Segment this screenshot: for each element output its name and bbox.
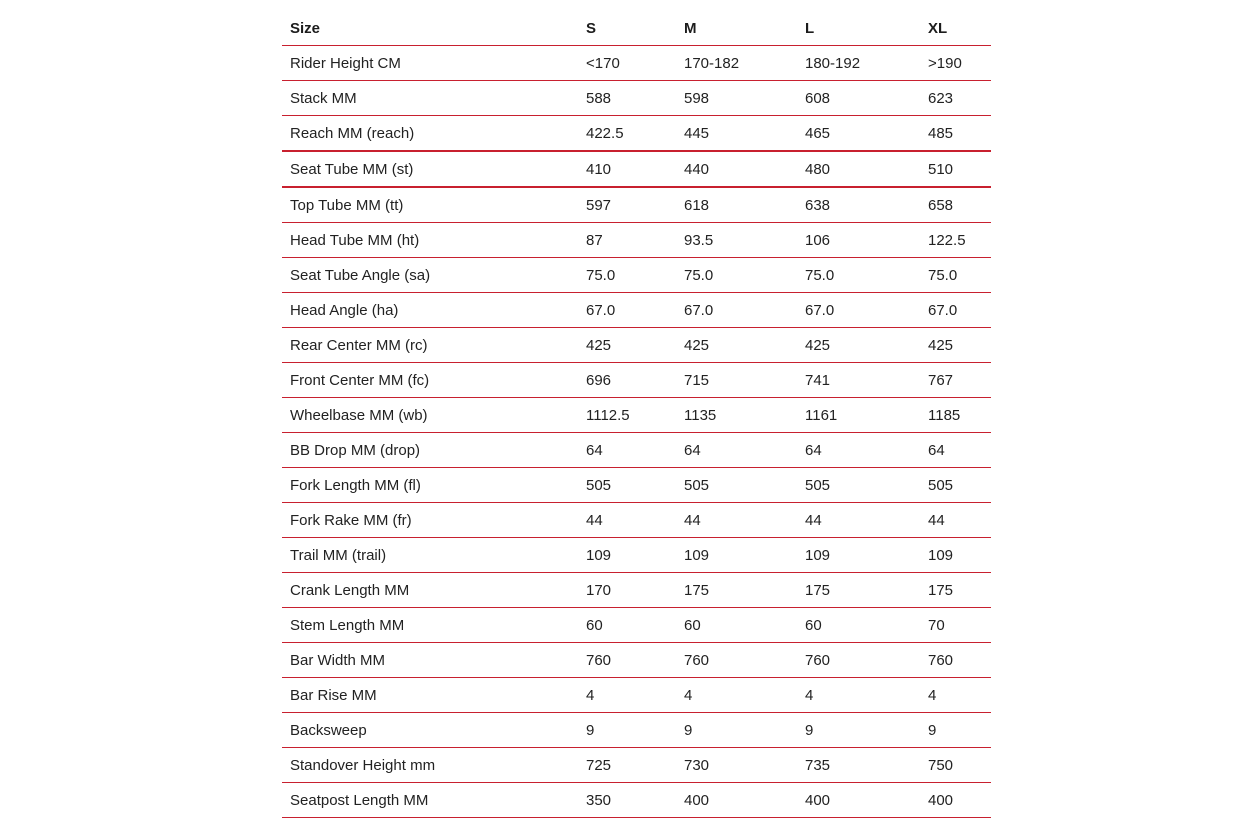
table-cell-m: 1135 [676,398,797,433]
header-cell-s: S [578,11,676,46]
table-row [282,643,991,678]
table-cell-label: Standover Height mm [282,748,578,783]
table-cell-m: 170-182 [676,46,797,81]
table-header [282,11,991,46]
table-row [282,363,991,398]
table-row [282,46,991,81]
table-row [282,116,991,152]
table-cell-l: 505 [797,468,920,503]
table-cell-s: 44 [578,503,676,538]
table-cell-label: Top Tube MM (tt) [282,187,578,223]
table-cell-label: Wheelbase MM (wb) [282,398,578,433]
table-cell-label: Rider Height CM [282,46,578,81]
header-row [282,11,991,46]
table-cell-xl: >190 [920,46,991,81]
table-cell-label: Seatpost Length MM [282,783,578,818]
table-cell-m: 67.0 [676,293,797,328]
table-cell-m: 445 [676,116,797,152]
table-cell-xl: 109 [920,538,991,573]
table-cell-xl: 425 [920,328,991,363]
table-cell-m: 715 [676,363,797,398]
table-cell-l: 180-192 [797,46,920,81]
table-cell-xl: 67.0 [920,293,991,328]
table-row [282,223,991,258]
table-cell-s: 725 [578,748,676,783]
table-cell-s: 4 [578,678,676,713]
table-cell-s: 505 [578,468,676,503]
table-cell-l: 60 [797,608,920,643]
table-row [282,328,991,363]
table-cell-l: 608 [797,81,920,116]
table-cell-l: 638 [797,187,920,223]
table-cell-label: Fork Length MM (fl) [282,468,578,503]
table-cell-s: 425 [578,328,676,363]
table-cell-l: 44 [797,503,920,538]
table-cell-m: 440 [676,151,797,187]
table-row [282,433,991,468]
table-cell-label: BB Drop MM (drop) [282,433,578,468]
table-cell-label: Bar Rise MM [282,678,578,713]
table-cell-xl: 44 [920,503,991,538]
table-cell-m: 75.0 [676,258,797,293]
table-cell-label: Stack MM [282,81,578,116]
table-cell-xl: 485 [920,116,991,152]
table-cell-xl: 70 [920,608,991,643]
table-cell-s: <170 [578,46,676,81]
table-cell-xl: 175 [920,573,991,608]
table-cell-m: 9 [676,713,797,748]
table-cell-xl: 4 [920,678,991,713]
table-cell-l: 1161 [797,398,920,433]
table-cell-s: 9 [578,713,676,748]
table-row [282,748,991,783]
table-cell-label: Head Tube MM (ht) [282,223,578,258]
table-cell-label: Backsweep [282,713,578,748]
table-cell-m: 730 [676,748,797,783]
table-row [282,151,991,187]
table-cell-label: Trail MM (trail) [282,538,578,573]
table-cell-s: 410 [578,151,676,187]
table-cell-xl: 64 [920,433,991,468]
table-cell-l: 465 [797,116,920,152]
table-cell-xl: 400 [920,783,991,818]
table-cell-l: 760 [797,643,920,678]
table-cell-s: 760 [578,643,676,678]
table-cell-xl: 1185 [920,398,991,433]
table-cell-label: Head Angle (ha) [282,293,578,328]
table-cell-label: Seat Tube Angle (sa) [282,258,578,293]
table-cell-label: Fork Rake MM (fr) [282,503,578,538]
table-row [282,258,991,293]
table-cell-m: 598 [676,81,797,116]
table-cell-m: 400 [676,783,797,818]
table-cell-s: 60 [578,608,676,643]
table-row [282,468,991,503]
table-cell-xl: 750 [920,748,991,783]
table-cell-xl: 658 [920,187,991,223]
table-row [282,783,991,818]
table-cell-m: 618 [676,187,797,223]
table-cell-l: 480 [797,151,920,187]
table-cell-m: 64 [676,433,797,468]
table-cell-l: 109 [797,538,920,573]
table-row [282,187,991,223]
table-cell-l: 4 [797,678,920,713]
table-cell-m: 60 [676,608,797,643]
table-cell-m: 175 [676,573,797,608]
table-cell-xl: 510 [920,151,991,187]
table-cell-l: 425 [797,328,920,363]
table-row [282,398,991,433]
table-row [282,678,991,713]
table-cell-xl: 623 [920,81,991,116]
table-cell-xl: 505 [920,468,991,503]
table-body [282,46,991,818]
table-cell-s: 75.0 [578,258,676,293]
table-cell-s: 170 [578,573,676,608]
header-cell-size: Size [282,11,578,46]
table-row [282,573,991,608]
table-cell-xl: 760 [920,643,991,678]
table-cell-l: 735 [797,748,920,783]
table-cell-l: 175 [797,573,920,608]
table-row [282,81,991,116]
table-cell-l: 67.0 [797,293,920,328]
table-row [282,503,991,538]
table-cell-s: 109 [578,538,676,573]
table-cell-m: 44 [676,503,797,538]
table-cell-label: Bar Width MM [282,643,578,678]
table-cell-l: 741 [797,363,920,398]
table-cell-label: Reach MM (reach) [282,116,578,152]
table-cell-xl: 75.0 [920,258,991,293]
table-cell-s: 696 [578,363,676,398]
table-cell-m: 425 [676,328,797,363]
table-row [282,293,991,328]
table-cell-s: 597 [578,187,676,223]
table-cell-s: 350 [578,783,676,818]
table-cell-label: Rear Center MM (rc) [282,328,578,363]
table-row [282,713,991,748]
table-cell-label: Front Center MM (fc) [282,363,578,398]
table-cell-m: 505 [676,468,797,503]
table-cell-m: 109 [676,538,797,573]
table-cell-s: 87 [578,223,676,258]
table-cell-l: 64 [797,433,920,468]
table-cell-l: 9 [797,713,920,748]
table-cell-s: 588 [578,81,676,116]
table-cell-m: 760 [676,643,797,678]
table-cell-s: 67.0 [578,293,676,328]
table-cell-xl: 122.5 [920,223,991,258]
table-cell-xl: 767 [920,363,991,398]
table-cell-xl: 9 [920,713,991,748]
table-cell-l: 75.0 [797,258,920,293]
header-cell-xl: XL [920,11,991,46]
table-row [282,538,991,573]
table-cell-l: 400 [797,783,920,818]
table-cell-s: 422.5 [578,116,676,152]
table-cell-l: 106 [797,223,920,258]
table-cell-label: Stem Length MM [282,608,578,643]
header-cell-m: M [676,11,797,46]
table-cell-s: 1112.5 [578,398,676,433]
table-row [282,608,991,643]
table-cell-s: 64 [578,433,676,468]
geometry-table [282,11,991,818]
table-cell-m: 93.5 [676,223,797,258]
table-cell-label: Crank Length MM [282,573,578,608]
table-cell-m: 4 [676,678,797,713]
header-cell-l: L [797,11,920,46]
table-cell-label: Seat Tube MM (st) [282,151,578,187]
